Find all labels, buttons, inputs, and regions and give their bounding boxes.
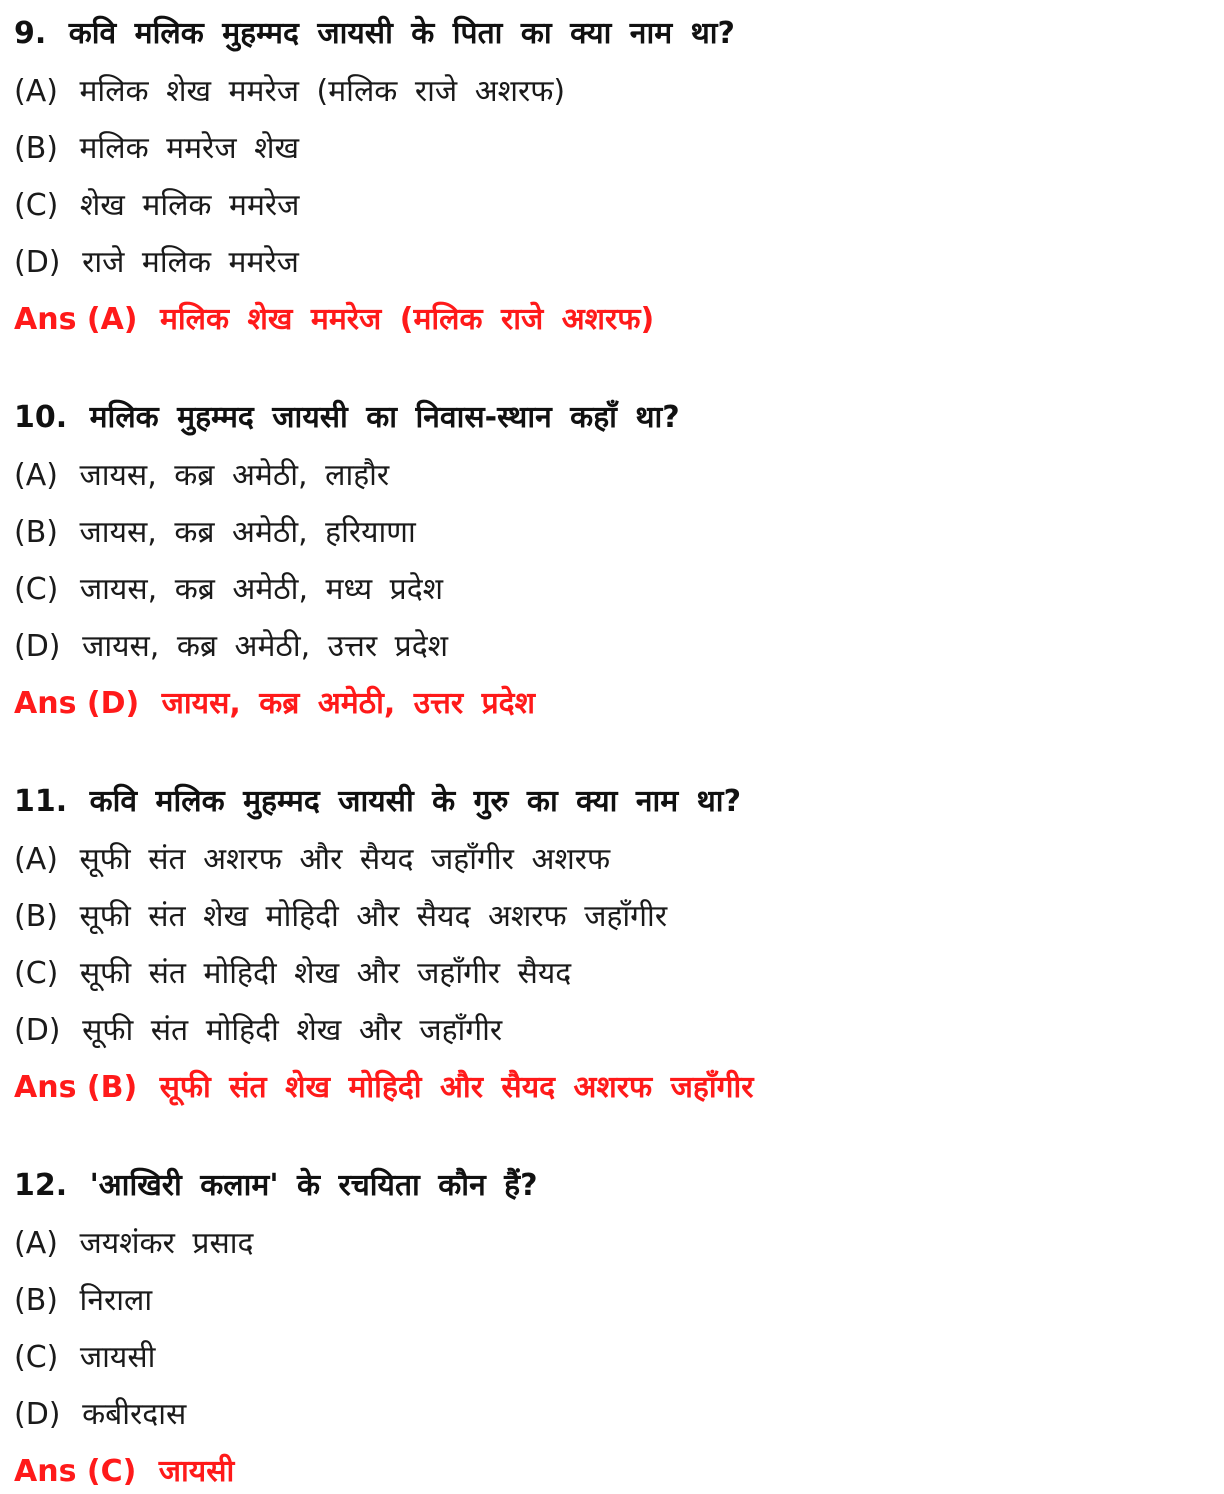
question-10: [14, 396, 680, 440]
option-text: जायसी: [79, 1340, 156, 1375]
option-b: [14, 895, 667, 939]
option-label: (C): [14, 188, 59, 223]
option-c: [14, 184, 299, 228]
answer-9: [14, 298, 654, 342]
question-12: [14, 1164, 538, 1208]
option-label: (D): [14, 1013, 61, 1048]
option-text: सूफी संत अशरफ और सैयद जहाँगीर अशरफ: [79, 842, 611, 877]
option-b: [14, 511, 416, 555]
option-text: जायस, कब्र अमेठी, हरियाणा: [79, 515, 416, 550]
answer-11: [14, 1066, 754, 1110]
answer-text: सूफी संत शेख मोहिदी और सैयद अशरफ जहाँगीर: [159, 1070, 754, 1105]
option-text: कबीरदास: [82, 1397, 187, 1432]
answer-label: Ans (D): [14, 686, 140, 721]
question-number: 12.: [14, 1168, 68, 1203]
option-d: [14, 1009, 502, 1053]
option-c: [14, 1336, 155, 1380]
option-label: (A): [14, 1226, 58, 1261]
question-number: 11.: [14, 784, 68, 819]
option-c: [14, 568, 443, 612]
option-label: (B): [14, 899, 58, 934]
option-b: [14, 1279, 152, 1323]
option-label: (B): [14, 131, 58, 166]
option-text: शेख मलिक ममरेज: [79, 188, 300, 223]
option-text: सूफी संत शेख मोहिदी और सैयद अशरफ जहाँगीर: [79, 899, 668, 934]
option-label: (B): [14, 515, 58, 550]
option-d: [14, 241, 299, 285]
answer-10: [14, 682, 535, 726]
option-c: [14, 952, 571, 996]
option-text: राजे मलिक ममरेज: [82, 245, 299, 280]
option-text: सूफी संत मोहिदी शेख और जहाँगीर सैयद: [79, 956, 572, 991]
option-label: (A): [14, 842, 58, 877]
question-number: 10.: [14, 400, 68, 435]
option-a: [14, 70, 565, 114]
answer-12: [14, 1450, 234, 1494]
option-text: जयशंकर प्रसाद: [79, 1226, 254, 1261]
answer-label: Ans (A): [14, 302, 138, 337]
answer-text: जायस, कब्र अमेठी, उत्तर प्रदेश: [161, 686, 536, 721]
option-label: (B): [14, 1283, 58, 1318]
option-d: [14, 625, 448, 669]
option-label: (D): [14, 1397, 61, 1432]
option-d: [14, 1393, 186, 1437]
question-11: [14, 780, 741, 824]
question-number: 9.: [14, 16, 47, 51]
option-text: निराला: [79, 1283, 153, 1318]
question-text: 'आखिरी कलाम' के रचयिता कौन हैं?: [89, 1168, 538, 1203]
option-label: (C): [14, 956, 59, 991]
question-text: कवि मलिक मुहम्मद जायसी के गुरु का क्या नाम था?: [89, 784, 741, 819]
answer-text: जायसी: [158, 1454, 235, 1489]
option-label: (D): [14, 629, 61, 664]
option-text: मलिक शेख ममरेज (मलिक राजे अशरफ): [79, 74, 566, 109]
option-text: जायस, कब्र अमेठी, लाहौर: [79, 458, 390, 493]
option-label: (C): [14, 572, 59, 607]
option-text: मलिक ममरेज शेख: [79, 131, 300, 166]
question-text: मलिक मुहम्मद जायसी का निवास-स्थान कहाँ था?: [89, 400, 680, 435]
option-label: (C): [14, 1340, 59, 1375]
option-text: सूफी संत मोहिदी शेख और जहाँगीर: [82, 1013, 503, 1048]
option-label: (A): [14, 74, 58, 109]
option-label: (D): [14, 245, 61, 280]
answer-text: मलिक शेख ममरेज (मलिक राजे अशरफ): [159, 302, 655, 337]
option-text: जायस, कब्र अमेठी, मध्य प्रदेश: [79, 572, 444, 607]
option-label: (A): [14, 458, 58, 493]
option-a: [14, 838, 610, 882]
option-text: जायस, कब्र अमेठी, उत्तर प्रदेश: [82, 629, 449, 664]
question-text: कवि मलिक मुहम्मद जायसी के पिता का क्या नाम था?: [68, 16, 735, 51]
option-a: [14, 454, 389, 498]
answer-label: Ans (C): [14, 1454, 137, 1489]
answer-label: Ans (B): [14, 1070, 138, 1105]
option-a: [14, 1222, 253, 1266]
question-9: [14, 12, 735, 56]
option-b: [14, 127, 299, 171]
